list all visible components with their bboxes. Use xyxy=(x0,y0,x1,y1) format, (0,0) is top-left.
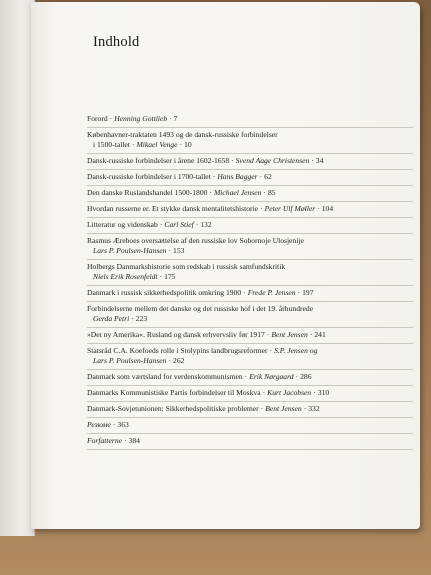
entry-page: 62 xyxy=(264,172,272,181)
toc-entry-sikkerhedspolitik-1900 xyxy=(87,286,413,302)
entry-author: Lars P. Poulsen-Hansen xyxy=(93,246,167,255)
entry-author-continued: Lars P. Poulsen-Hansen xyxy=(93,356,167,365)
toc-entry-koefoed xyxy=(87,344,413,370)
toc-entry-dkp-moskva xyxy=(87,386,413,402)
entry-author: Bent Jensen xyxy=(271,330,308,339)
toc-entry-forfatterne xyxy=(87,434,413,450)
separator: · xyxy=(303,404,307,413)
separator: · xyxy=(311,156,314,165)
entry-title: Rasmus Æreboes oversættelse af den russiske lov Sobornoje Ulosjenije xyxy=(87,236,304,245)
separator: · xyxy=(168,356,172,365)
entry-title: Københavner-traktaten 1493 og de dansk-russiske forbindelser xyxy=(87,130,278,139)
entry-page: 175 xyxy=(164,272,176,281)
entry-page: 310 xyxy=(317,388,330,397)
separator: · xyxy=(260,204,263,213)
entry-title: Forord xyxy=(87,114,108,123)
entry-page: 85 xyxy=(267,188,276,197)
separator: · xyxy=(131,314,134,323)
separator: · xyxy=(159,272,163,281)
entry-page: 104 xyxy=(321,204,334,213)
entry-page: 241 xyxy=(314,330,326,339)
entry-page: 223 xyxy=(135,314,148,323)
entry-page: 153 xyxy=(173,246,185,255)
separator: · xyxy=(169,114,172,123)
entry-author: Svend Aage Christensen xyxy=(235,156,310,165)
entry-author: Henning Gottlieb xyxy=(114,114,168,123)
separator: · xyxy=(263,188,266,197)
entry-title: Резюме xyxy=(87,420,111,429)
separator: · xyxy=(266,330,270,339)
entry-author: Hans Bagger xyxy=(217,172,258,181)
entry-title: Danmark i russisk sikkerhedspolitik omkring 1900 xyxy=(87,288,242,297)
toc-entry-sovjetunionen xyxy=(87,402,413,418)
toc-entry-forord xyxy=(87,112,413,128)
separator: · xyxy=(297,288,301,297)
separator: · xyxy=(112,420,116,429)
separator: · xyxy=(269,346,273,355)
entry-page: 384 xyxy=(128,436,140,445)
entry-title: Forbindelserne mellem det danske og det russiske hof i det 19. århundrede xyxy=(87,304,314,313)
book-page xyxy=(31,2,420,529)
entry-title: Hvordan russerne er. Et stykke dansk mentalitetshistorie xyxy=(87,204,259,213)
entry-title: »Det ny Amerika«. Rusland og dansk erhvervsliv før 1917 xyxy=(87,330,265,339)
separator: · xyxy=(209,188,212,197)
book-left-page-edge xyxy=(0,0,35,536)
separator: · xyxy=(259,172,263,181)
toc-entry-kobenhavner-traktaten xyxy=(87,128,413,154)
entry-author: Michael Jensen xyxy=(213,188,262,197)
entry-author: S.P. Jensen og xyxy=(274,346,318,355)
separator: · xyxy=(260,404,264,413)
entry-title: Dansk-russiske forbindelser i 1700-tallet xyxy=(87,172,211,181)
separator: · xyxy=(168,246,172,255)
entry-title: Holbergs Danmarkshistorie som redskab i russisk samfundskritik xyxy=(87,262,286,271)
separator: · xyxy=(309,330,313,339)
entry-title: Dansk-russiske forbindelser i årene 1602-1658 xyxy=(87,156,230,165)
entry-author: Carl Stief xyxy=(164,220,194,229)
toc-entry-resume xyxy=(87,418,413,434)
separator: · xyxy=(231,156,234,165)
separator: · xyxy=(109,114,113,123)
toc-entry-mentalitetshistorie xyxy=(87,202,413,218)
separator: · xyxy=(131,140,135,149)
entry-page: 332 xyxy=(308,404,320,413)
separator: · xyxy=(179,140,183,149)
entry-title: Danmarks Kommunistiske Partis forbindelser til Moskva xyxy=(87,388,261,397)
entry-author: Bent Jensen xyxy=(265,404,302,413)
entry-page: 10 xyxy=(184,140,192,149)
entry-title: Litteratur og videnskab xyxy=(87,220,158,229)
separator: · xyxy=(295,372,299,381)
entry-author: Kurt Jacobsen xyxy=(267,388,312,397)
toc-entry-hof xyxy=(87,302,413,328)
toc-entry-holberg xyxy=(87,260,413,286)
separator: · xyxy=(317,204,320,213)
entry-title: Statsråd C.A. Koefoeds rolle i Stolypins landbrugsreformer xyxy=(87,346,268,355)
entry-title-continued: i 1500-tallet xyxy=(93,140,130,149)
toc-entry-ruslandshandel xyxy=(87,186,413,202)
entry-author: Frede P. Jensen xyxy=(247,288,296,297)
toc-entry-det-ny-amerika xyxy=(87,328,413,344)
separator: · xyxy=(262,388,266,397)
entry-page: 132 xyxy=(200,220,212,229)
table-of-contents xyxy=(87,112,413,450)
entry-page: 286 xyxy=(300,372,312,381)
entry-author: Peter Ulf Møller xyxy=(264,204,316,213)
entry-page: 34 xyxy=(315,156,324,165)
entry-page: 262 xyxy=(173,356,185,365)
entry-title: Forfatterne xyxy=(87,436,123,445)
toc-entry-1602-1658 xyxy=(87,154,413,170)
entry-author: Mikael Venge xyxy=(136,140,178,149)
entry-title: Den danske Ruslandshandel 1500-1800 xyxy=(87,188,208,197)
toc-entry-aereboe xyxy=(87,234,413,260)
separator: · xyxy=(159,220,163,229)
entry-page: 7 xyxy=(173,114,178,123)
entry-author: Erik Nørgaard xyxy=(249,372,294,381)
entry-page: 363 xyxy=(117,420,129,429)
separator: · xyxy=(244,372,248,381)
separator: · xyxy=(243,288,246,297)
entry-page: 197 xyxy=(302,288,314,297)
separator: · xyxy=(212,172,216,181)
toc-entry-litteratur xyxy=(87,218,413,234)
page-title: Indhold xyxy=(93,34,140,50)
entry-author: Niels Erik Rosenfeldt xyxy=(93,272,158,281)
separator: · xyxy=(195,220,199,229)
separator: · xyxy=(313,388,316,397)
toc-entry-1700-tallet xyxy=(87,170,413,186)
separator: · xyxy=(124,436,127,445)
entry-title: Danmark-Sovjetunionen: Sikkerhedspolitiske problemer xyxy=(87,404,259,413)
entry-author: Gerda Petri xyxy=(93,314,130,323)
entry-title: Danmark som værtsland for verdenskommunismen xyxy=(87,372,243,381)
toc-entry-verdenskommunismen xyxy=(87,370,413,386)
